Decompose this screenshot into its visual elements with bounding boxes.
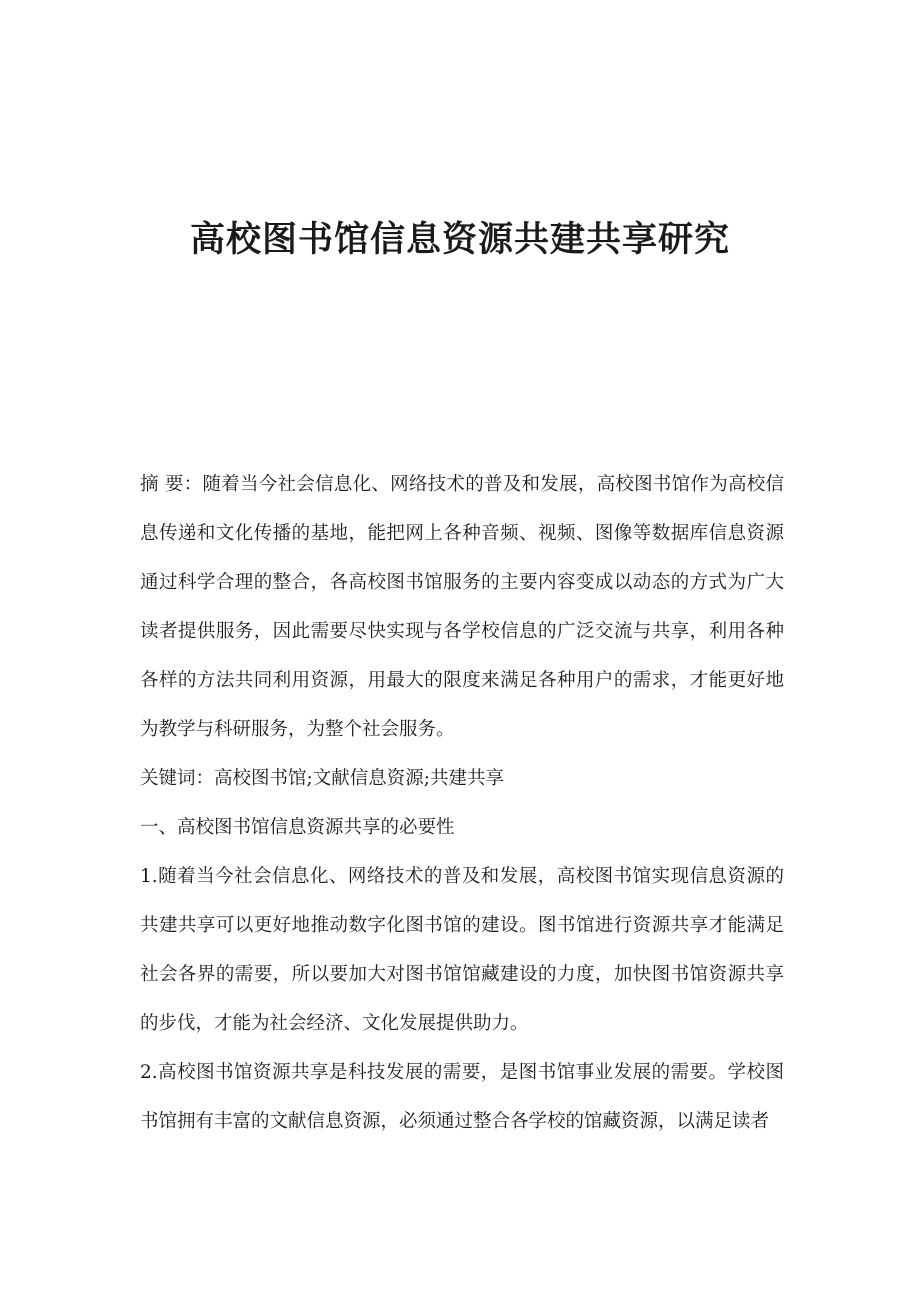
document-title: 高校图书馆信息资源共建共享研究 xyxy=(189,219,730,260)
abstract-paragraph: 摘 要：随着当今社会信息化、网络技术的普及和发展，高校图书馆作为高校信息传递和文化传播的基地，能把网上各种音频、视频、图像等数据库信息资源通过科学合理的整合，各高校图书馆服务的主要内容变成以动态的方式为广大读者提供服务，因此需要尽快实现与各学校信息的广泛交流与共享，利用各种各样的方法共同利用资源，用最大的限度来满足各种用户的需求，才能更好地为教学与科研服务，为整个社会服务。 xyxy=(140,474,784,740)
body-paragraph-2: 2.高校图书馆资源共享是科技发展的需要，是图书馆事业发展的需要。学校图书馆拥有丰富的文献信息资源，必须通过整合各学校的馆藏资源，以满足读者 xyxy=(140,1062,784,1132)
body-paragraph-1: 1.随着当今社会信息化、网络技术的普及和发展，高校图书馆实现信息资源的共建共享可以更好地推动数字化图书馆的建设。图书馆进行资源共享才能满足社会各界的需要，所以要加大对图书馆馆藏建设的力度，加快图书馆资源共享的步伐，才能为社会经济、文化发展提供助力。 xyxy=(140,866,784,1034)
section-heading: 一、高校图书馆信息资源共享的必要性 xyxy=(140,817,455,838)
keywords-line: 关键词：高校图书馆;文献信息资源;共建共享 xyxy=(140,768,504,789)
